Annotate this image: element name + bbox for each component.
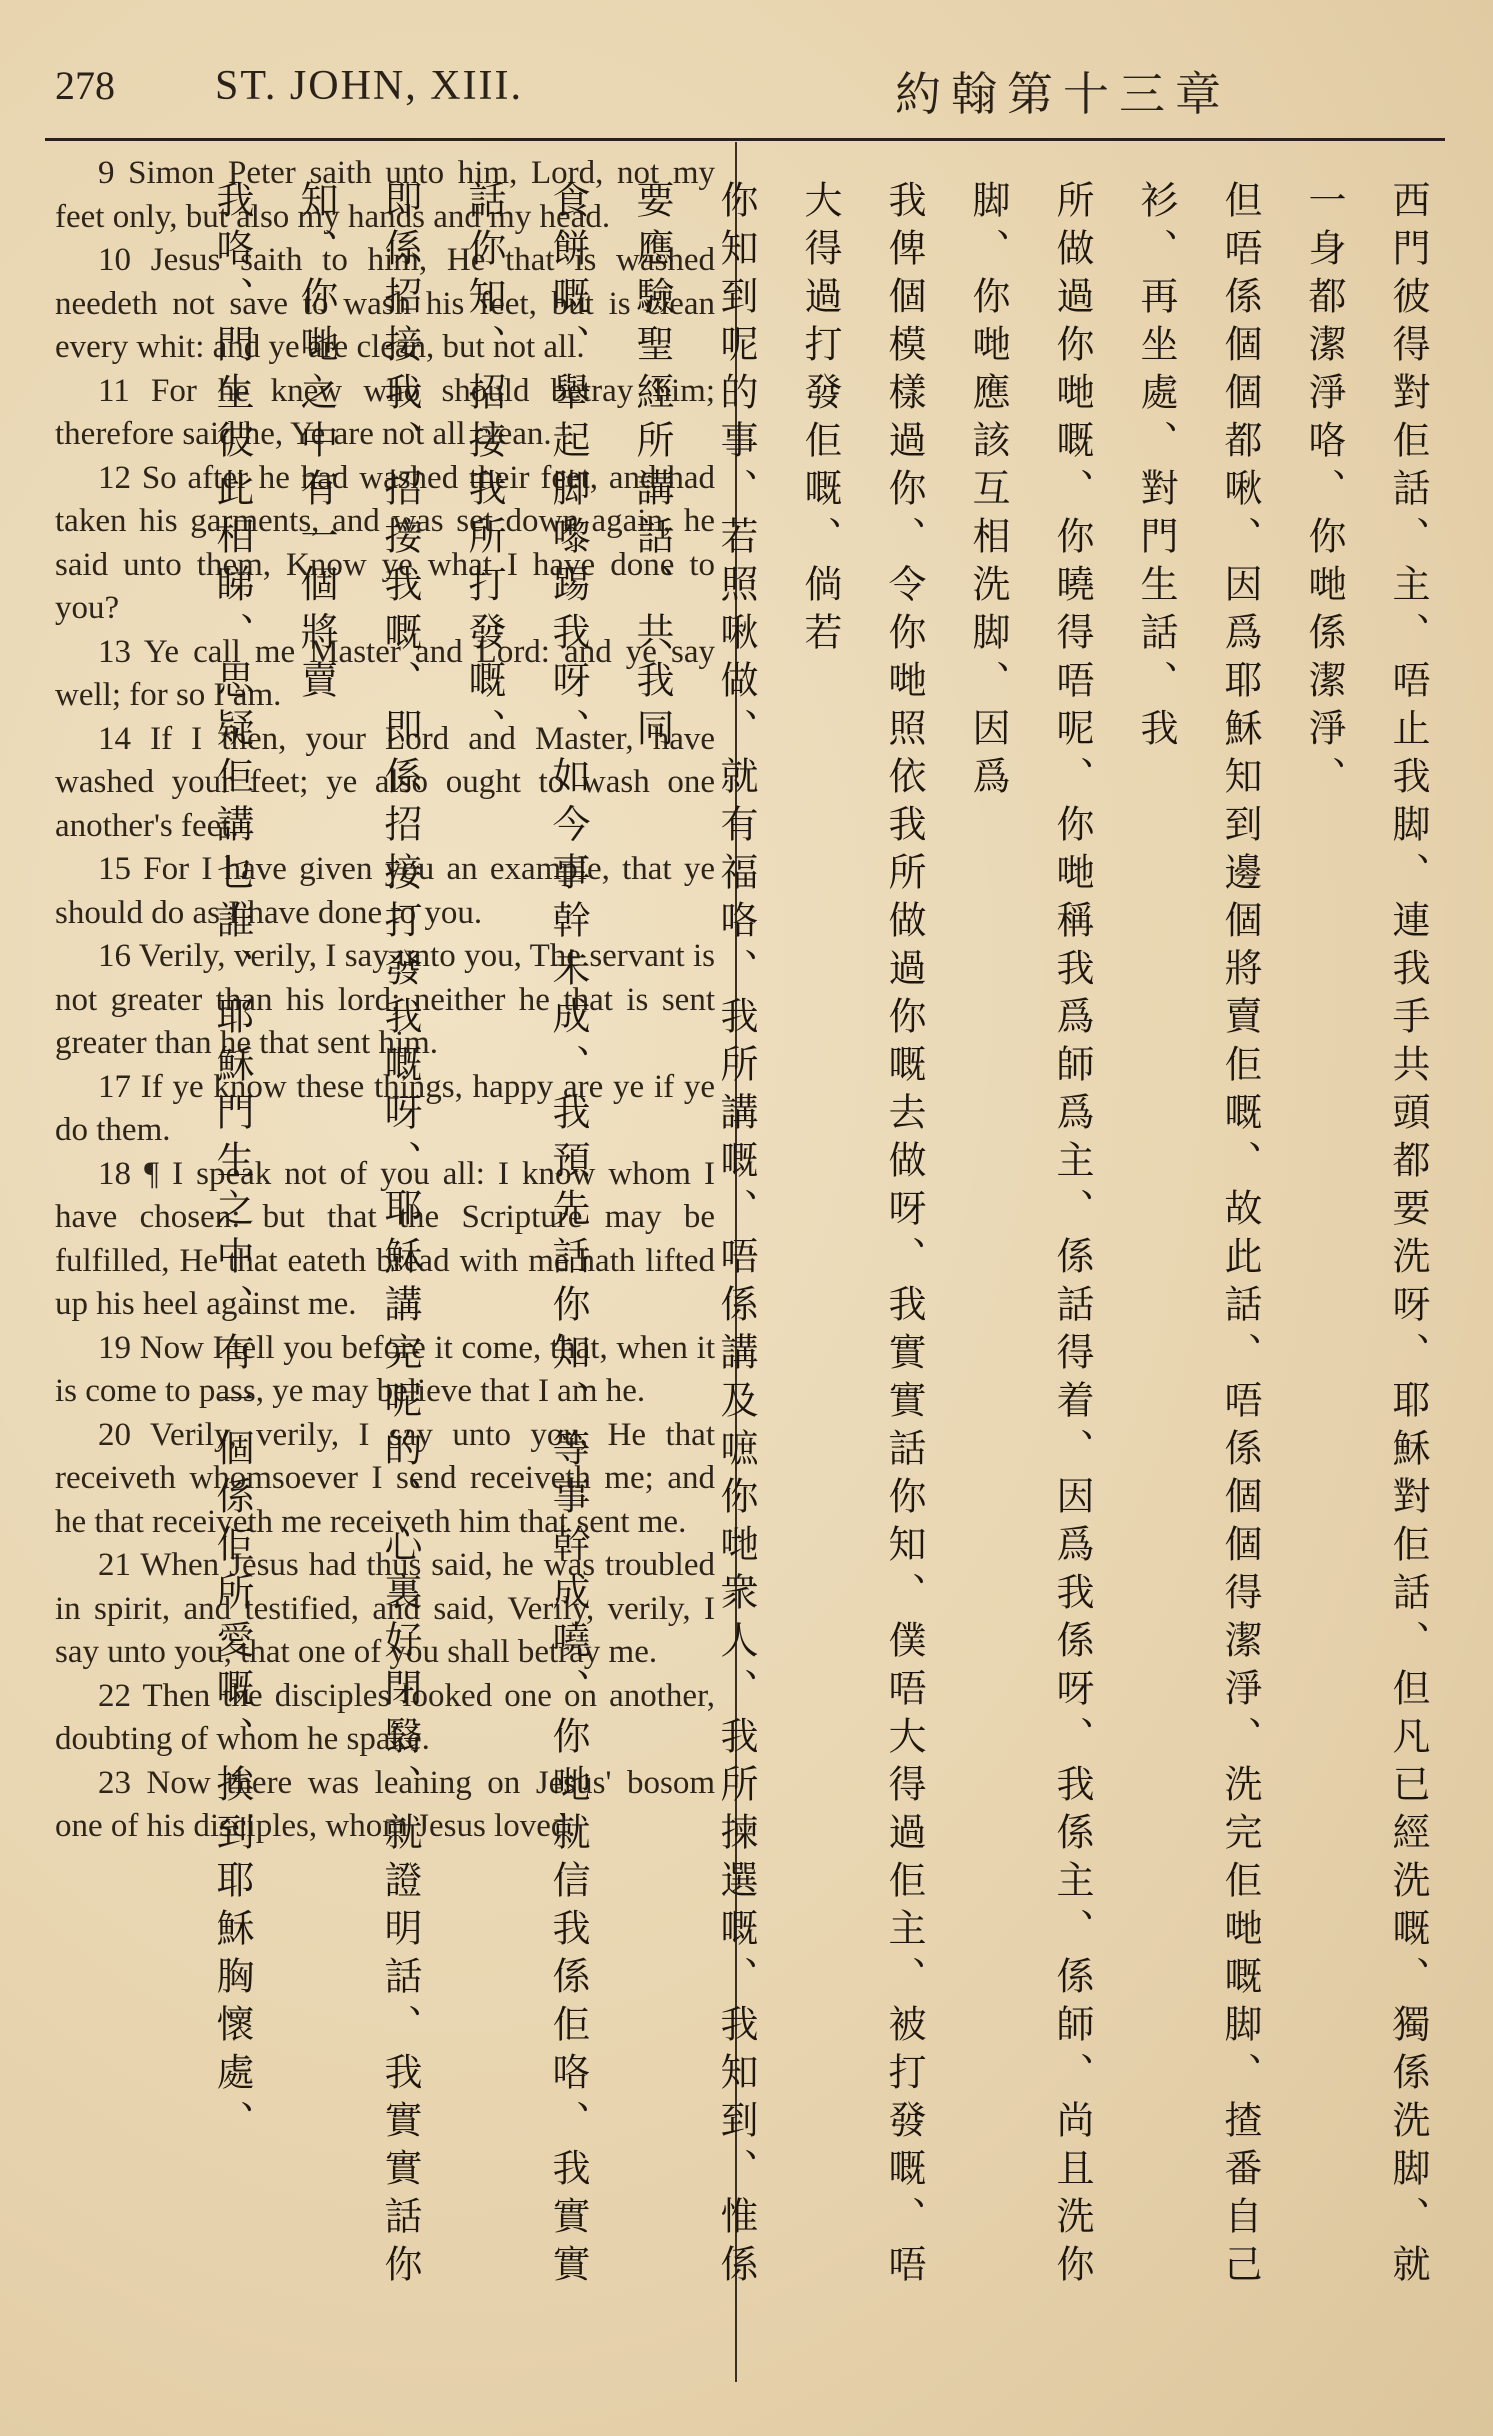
verse-14: 14 If I then, your Lord and Master, have washed your feet; ye also ought to wash one another's feet. bbox=[55, 720, 715, 844]
page-number: 278 bbox=[55, 63, 115, 108]
chinese-line: 但唔係個個都啾、因爲耶穌知到邊個將賣佢嘅、故此話、唔係個個得潔淨、洗完佢哋嘅脚、揸番自己衫、再坐處、對門生話、我 bbox=[1134, 180, 1262, 2292]
chinese-line: 你知到呢的事、若照啾做、就有福咯、我所講嘅、唔係講及嗻你哋衆人、我所揀選嘅、我知到、惟係要應驗聖經所講話、共我同 bbox=[630, 180, 758, 2292]
verse-23: 23 Now there was leaning on Jesus' bosom one of his disciples, whom Jesus loved. bbox=[55, 1764, 715, 1844]
verse-12: 12 So after he had washed their feet, and had taken his garments, and was set down again, he said unto them, Know ye what I have done to you? bbox=[55, 459, 715, 626]
chinese-running-title: 約翰第十三章 bbox=[895, 67, 1231, 121]
verse-11: 11 For he knew who should betray him; therefore said he, Ye are not all clean. bbox=[55, 372, 715, 452]
verse-21: 21 When Jesus had thus said, he was troubled in spirit, and testified, and said, Verily, verily, I say unto you, that one of you shall betray me. bbox=[55, 1547, 715, 1670]
verse-13: 13 Ye call me Master and Lord: and ye say well; for so I am. bbox=[55, 633, 715, 713]
verse-19: 19 Now I tell you before it come, that, when it is come to pass, ye may believe that I am he. bbox=[55, 1329, 715, 1409]
verse-9: 9 Simon Peter saith unto him, Lord, not my feet only, but also my hands and my head. bbox=[55, 155, 715, 235]
chinese-line: 所做過你哋嘅、你曉得唔呢、你哋稱我爲師爲主、係話得着、因爲我係呀、我係主、係師、尚且洗你脚、你哋應該互相洗脚、因爲 bbox=[966, 180, 1094, 2292]
verse-17: 17 If ye know these things, happy are ye if ye do them. bbox=[55, 1068, 715, 1148]
running-title: ST. JOHN, XIII. bbox=[215, 63, 524, 109]
verse-20: 20 Verily, verily, I say unto you, He that receiveth whomsoever I send receiveth me; and he that receiveth me receiveth him that sent me. bbox=[55, 1416, 715, 1540]
verse-10: 10 Jesus saith to him, He that is washed needeth not save to wash his feet, but is clean every whit: and ye are clean, but not all. bbox=[55, 242, 715, 365]
verse-16: 16 Verily, verily, I say unto you, The servant is not greater than his lord; neither he that is sent greater than he that sent him. bbox=[55, 938, 715, 1061]
chinese-line: 西門彼得對佢話、主、唔止我脚、連我手共頭都要洗呀、耶穌對佢話、但凡已經洗嘅、獨係洗脚、就一身都潔淨咯、你哋係潔淨、 bbox=[1302, 180, 1430, 2292]
verse-22: 22 Then the disciples looked one on another, doubting of whom he spake. bbox=[55, 1677, 715, 1757]
chinese-line: 我俾個模樣過你、令你哋照依我所做過你嘅去做呀、我實實話你知、僕唔大得過佢主、被打發嘅、唔大得過打發佢嘅、倘若 bbox=[798, 180, 926, 2292]
verse-15: 15 For I have given you an example, that ye should do as I have done to you. bbox=[55, 851, 715, 931]
chinese-line: 食餅嘅、舉起脚嚟踢我呀、如今事幹未成、我預先話你知、等事幹成嘵、你哋就信我係佢咯、我實實話你知、招接我所打發嘅、 bbox=[462, 180, 590, 2292]
chinese-line: 即係招接我、招接我嘅、即係招接打發我嘅呀、耶穌講完呢的、心裏好閉翳、就證明話、我實實話你知、你哋之中有一個將賣 bbox=[294, 180, 422, 2292]
chinese-line: 我咯、門生彼此相睇、思疑佢講乜誰、耶穌門生之中、有一個係佢所愛嘅、挨到耶穌胸懷處、 bbox=[210, 180, 254, 2148]
verse-18: 18 ¶ I speak not of you all: I know whom I have chosen: but that the Scripture may be fulfilled, He that eateth bread with me hath lifted up his heel against me. bbox=[55, 1155, 715, 1322]
header-rule bbox=[45, 138, 1445, 141]
